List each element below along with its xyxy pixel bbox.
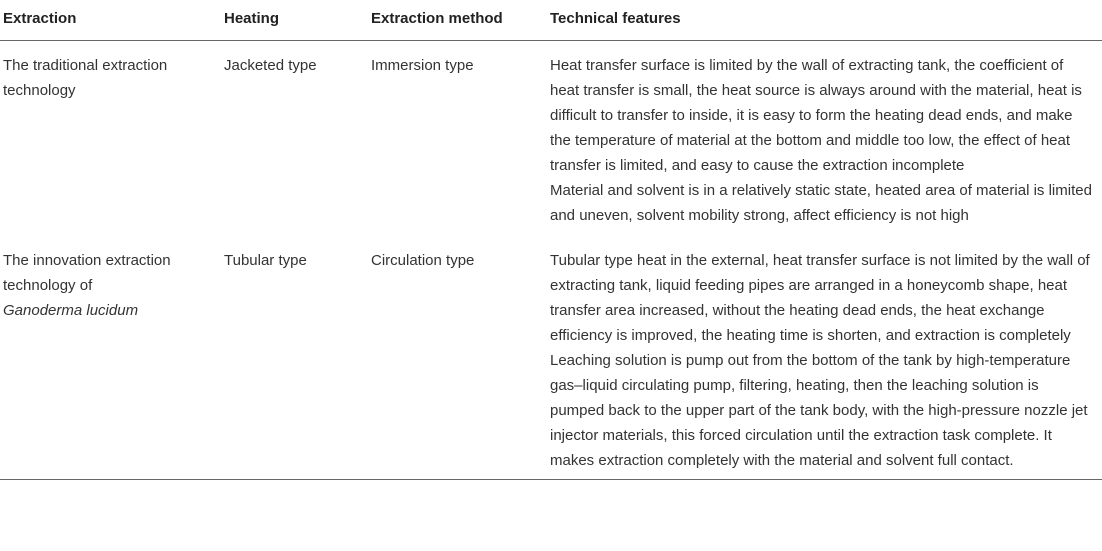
table-header [0,0,1102,40]
header-extraction: Extraction [3,10,77,28]
cell-extraction [0,238,224,480]
cell-method: Circulation type [371,251,475,269]
cell-features [550,238,1102,480]
table-row [0,238,1102,480]
extraction-species-name: Ganoderma lucidum [3,301,139,319]
table-row [0,40,1102,238]
feature-paragraph: Material and solvent is in a relatively static state, heated area of material is limited and uneven, solvent mobility strong, affect efficiency is not high [550,181,1092,224]
cell-features [550,40,1102,238]
extraction-label: The innovation extraction technology of [3,251,171,294]
feature-paragraph: Tubular type heat in the external, heat transfer surface is not limited by the wall of extracting tank, liquid feeding pipes are arranged in a honeycomb shape, heat transfer area increased, without the heating dead ends, the heat exchange efficiency is improved, the heating time is shorten, and extraction is completely [550,251,1090,344]
cell-heating: Jacketed type [224,56,317,74]
extraction-label: The traditional extraction technology [3,56,168,99]
feature-paragraph: Heat transfer surface is limited by the wall of extracting tank, the coefficient of heat transfer is small, the heat source is always around with the material, heat is difficult to transfer to inside, it is easy to form the heating dead ends, and make the temperature of material at the bottom and middle too low, the effect of heat transfer is limited, and easy to cause the extraction incomplete [550,56,1082,174]
header-technical-features: Technical features [550,10,681,28]
header-row [0,0,1102,40]
cell-extraction [0,40,224,238]
table-body [0,40,1102,479]
cell-method: Immersion type [371,56,474,74]
feature-paragraph: Leaching solution is pump out from the bottom of the tank by high-temperature gas–liquid circulating pump, filtering, heating, then the leaching solution is pumped back to the upper part of the tank body, with the high-pressure nozzle jet injector materials, this forced circulation until the extraction task complete. It makes extraction completely with the material and solvent full contact. [550,351,1088,469]
cell-heating: Tubular type [224,251,307,269]
header-extraction-method: Extraction method [371,10,503,28]
header-heating: Heating [224,10,280,28]
